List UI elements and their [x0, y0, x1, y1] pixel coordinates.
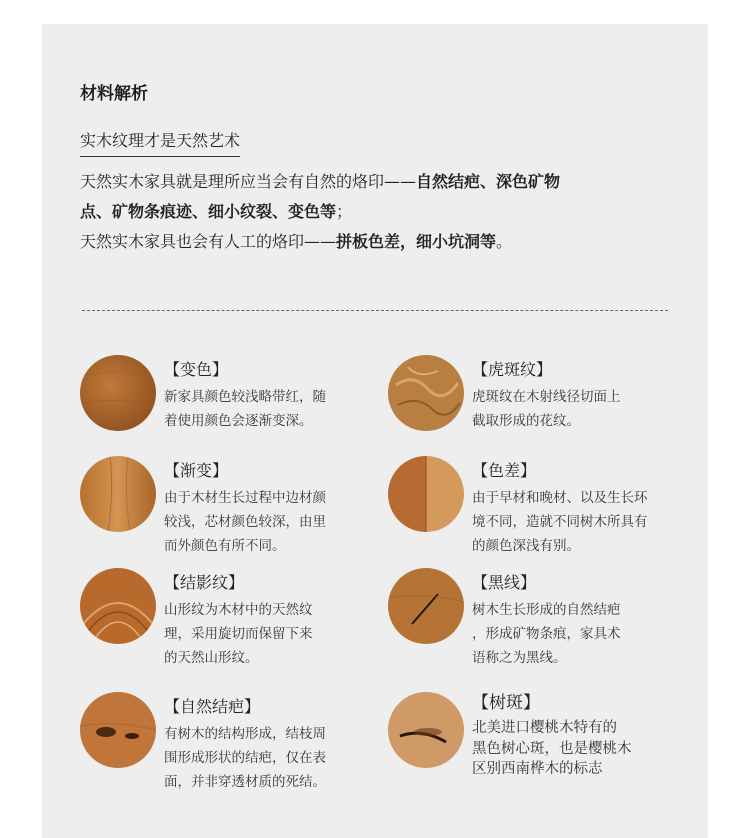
description-text: 。	[496, 232, 513, 251]
wood-color-change-swatch	[80, 355, 156, 431]
feature-title: 【色差】	[472, 461, 537, 480]
gradient-wood-swatch	[80, 456, 156, 532]
description-emphasis: 自然结疤、深色矿物	[416, 172, 561, 191]
feature-text: 北美进口樱桃木特有的 黑色树心斑，也是樱桃木 区别西南桦木的标志	[472, 720, 632, 777]
natural-knot-swatch	[80, 692, 156, 768]
feature-title: 【变色】	[164, 360, 229, 379]
description-paragraph	[80, 167, 640, 257]
mountain-grain-swatch	[80, 568, 156, 644]
feature-text: 由于木材生长过程中边材颜 较浅，芯材颜色较深，由里 而外颜色有所不同。	[164, 490, 326, 554]
description-emphasis: 点、矿物条痕迹、细小纹裂、变色等	[80, 202, 337, 221]
description-line-3	[80, 227, 640, 257]
feature-title: 【黑线】	[472, 573, 537, 592]
color-difference-swatch	[388, 456, 464, 532]
feature-text: 树木生长形成的自然结疤 ，形成矿物条痕，家具术 语称之为黑线。	[472, 602, 621, 666]
feature-text: 虎斑纹在木射线径切面上 截取形成的花纹。	[472, 389, 621, 429]
description-line-2	[80, 197, 640, 227]
description-emphasis: 拼板色差，细小坑洞等	[336, 232, 497, 251]
description-text: 天然实木家具也会有人工的烙印——	[80, 232, 337, 251]
section-title: 材料解析	[80, 84, 148, 104]
description-line-1	[80, 167, 640, 197]
pith-fleck-swatch	[388, 692, 464, 768]
feature-text: 山形纹为木材中的天然纹 理，采用旋切而保留下来 的天然山形纹。	[164, 602, 313, 666]
feature-title: 【自然结疤】	[164, 697, 261, 716]
description-text: 天然实木家具就是理所应当会有自然的烙印——	[80, 172, 417, 191]
feature-title: 【树斑】	[472, 693, 540, 713]
material-analysis-card	[42, 24, 708, 838]
description-text: ；	[336, 202, 353, 221]
feature-title: 【结影纹】	[164, 573, 245, 592]
feature-text: 由于早材和晚材、以及生长环 境不同，造就不同树木所具有 的颜色深浅有别。	[472, 490, 648, 554]
tiger-stripe-swatch	[388, 355, 464, 431]
section-subtitle: 实木纹理才是天然艺术	[80, 128, 240, 157]
feature-title: 【虎斑纹】	[472, 360, 553, 379]
feature-text: 新家具颜色较浅略带红，随 着使用颜色会逐渐变深。	[164, 389, 326, 429]
feature-title: 【渐变】	[164, 461, 229, 480]
black-line-swatch	[388, 568, 464, 644]
dashed-divider	[82, 310, 668, 311]
feature-text: 有树木的结构形成，结枝周 围形成形状的结疤，仅在表 面，并非穿透材质的死结。	[164, 726, 326, 790]
